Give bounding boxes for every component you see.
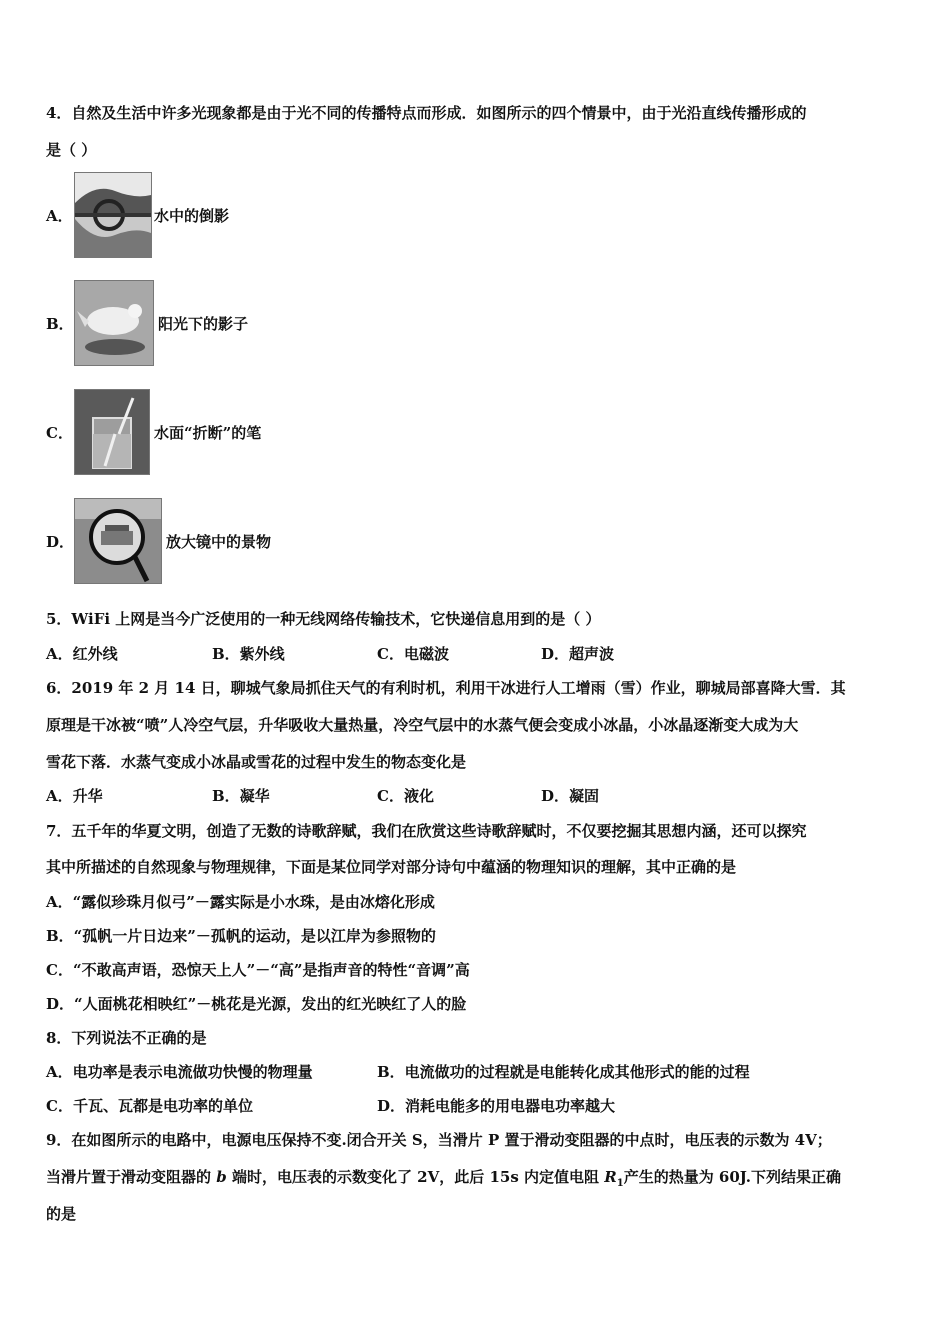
bridge-reflection-image — [74, 172, 152, 258]
q9-stem-line3: 的是 — [46, 1205, 77, 1223]
pen-in-glass-icon — [75, 390, 149, 474]
q4-stem-line2: 是（ ） — [46, 141, 97, 159]
q8-option-a[interactable]: A．电功率是表示电流做功快慢的物理量 — [46, 1063, 313, 1081]
q9-stem-line2 — [46, 1167, 841, 1194]
q8-stem: 8．下列说法不正确的是 — [46, 1029, 207, 1047]
option-letter: D． — [46, 533, 75, 551]
magnifier-scene-image — [74, 498, 162, 584]
option-caption: 水中的倒影 — [154, 207, 230, 225]
q6-stem-line3: 雪花下落．水蒸气变成小冰晶或雪花的过程中发生的物态变化是 — [46, 753, 467, 771]
q9-resistor-subscript: 1 — [616, 1178, 624, 1189]
q8-option-b[interactable]: B．电流做功的过程就是电能转化成其他形式的能的过程 — [377, 1063, 750, 1081]
q6-option-c[interactable]: C．液化 — [377, 787, 434, 805]
q9-line2-part-d: 产生的热量为 60J.下列结果正确 — [623, 1168, 841, 1186]
option-caption: 放大镜中的景物 — [166, 533, 272, 551]
q7-option-b[interactable]: B．“孤帆一片日边来”－孤帆的运动，是以江岸为参照物的 — [46, 927, 436, 945]
q4-stem-line1: 4．自然及生活中许多光现象都是由于光不同的传播特点而形成．如图所示的四个情景中，由于光沿直线传播形成的 — [46, 104, 807, 122]
q9-line2-part-c: 端时，电压表的示数变化了 2V，此后 15s 内定值电阻 — [226, 1168, 605, 1186]
option-letter: A． — [46, 207, 73, 225]
q8-option-d[interactable]: D．消耗电能多的用电器电功率越大 — [377, 1097, 616, 1115]
q6-stem-line2: 原理是干冰被“喷”人冷空气层，升华吸收大量热量，冷空气层中的水蒸气便会变成小冰晶，小冰晶逐渐变大成为大 — [46, 716, 799, 734]
q6-option-a[interactable]: A．升华 — [46, 787, 103, 805]
q5-option-a[interactable]: A．红外线 — [46, 645, 118, 663]
bridge-reflection-icon — [75, 173, 151, 257]
pen-in-water-glass-image — [74, 389, 150, 475]
q6-option-b[interactable]: B．凝华 — [212, 787, 270, 805]
q5-option-b[interactable]: B．紫外线 — [212, 645, 285, 663]
dove-shadow-image — [74, 280, 154, 366]
q6-option-d[interactable]: D．凝固 — [541, 787, 600, 805]
q5-stem: 5．WiFi 上网是当今广泛使用的一种无线网络传输技术，它快递信息用到的是（ ） — [46, 610, 601, 628]
option-caption: 阳光下的影子 — [158, 315, 249, 333]
q8-option-c[interactable]: C．千瓦、瓦都是电功率的单位 — [46, 1097, 253, 1115]
q7-option-d[interactable]: D．“人面桃花相映红”－桃花是光源，发出的红光映红了人的脸 — [46, 995, 467, 1013]
q7-stem-line2: 其中所描述的自然现象与物理规律，下面是某位同学对部分诗句中蕴涵的物理知识的理解，其中正确的是 — [46, 858, 737, 876]
option-letter: C． — [46, 424, 73, 442]
q9-line2-b-symbol: b — [216, 1168, 227, 1186]
q7-stem-line1: 7．五千年的华夏文明，创造了无数的诗歌辞赋，我们在欣赏这些诗歌辞赋时，不仅要挖掘其思想内涵，还可以探究 — [46, 822, 807, 840]
option-letter: B． — [46, 315, 74, 333]
q7-option-a[interactable]: A．“露似珍珠月似弓”－露实际是小水珠，是由冰熔化形成 — [46, 893, 435, 911]
q5-option-d[interactable]: D．超声波 — [541, 645, 615, 663]
option-caption: 水面“折断”的笔 — [154, 424, 262, 442]
q9-resistor-symbol: R — [604, 1168, 617, 1186]
dove-shadow-icon — [75, 281, 153, 365]
q7-option-c[interactable]: C．“不敢高声语，恐惊天上人”－“高”是指声音的特性“音调”高 — [46, 961, 470, 979]
q9-line2-part-a: 当滑片置于滑动变阻器的 — [46, 1168, 217, 1186]
q6-stem-line1: 6．2019 年 2 月 14 日，聊城气象局抓住天气的有利时机，利用干冰进行人工增雨（雪）作业，聊城局部喜降大雪．其 — [46, 679, 846, 697]
magnifier-icon — [75, 499, 161, 583]
q5-option-c[interactable]: C．电磁波 — [377, 645, 449, 663]
q9-stem-line1: 9．在如图所示的电路中，电源电压保持不变.闭合开关 S，当滑片 P 置于滑动变阻器的中点时，电压表的示数为 4V； — [46, 1131, 832, 1149]
